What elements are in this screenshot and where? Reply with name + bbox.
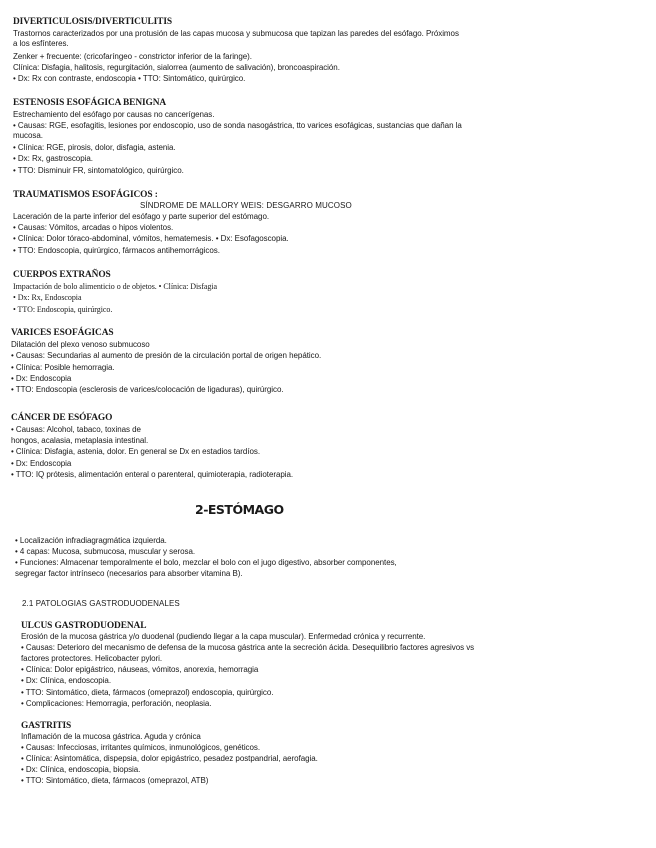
heading-cancer-esofago: CÁNCER DE ESÓFAGO [11,413,113,423]
text-line: • Localización infradiagragmática izquierda. [15,536,167,545]
heading-diverticulosis: DIVERTICULOSIS/DIVERTICULITIS [13,17,172,27]
text-line: • Clínica: RGE, pirosis, dolor, disfagia, astenia. [13,143,176,152]
text-line: • Dx: Clínica, endoscopia, biopsia. [21,765,141,774]
text-line: • TTO: Sintomático, dieta, fármacos (omeprazol, ATB) [21,776,209,785]
heading-traumatismos: TRAUMATISMOS ESOFÁGICOS : [13,190,158,200]
text-line: segregar factor intrínseco (necesarios para absorber vitamina B). [15,569,243,578]
text-line: • Causas: Alcohol, tabaco, toxinas de [11,425,141,434]
text-line: • Dx: Endoscopia [11,374,72,383]
text-line: Inflamación de la mucosa gástrica. Aguda y crónica [21,732,201,741]
text-line: • Clínica: Dolor epigástrico, náuseas, vómitos, anorexia, hemorragia [21,665,259,674]
text-line: • Clínica: Posible hemorragia. [11,363,115,372]
text-line: • Funciones: Almacenar temporalmente el bolo, mezclar el bolo con el jugo digestivo, absorber componentes, [15,558,397,567]
text-line: hongos, acalasia, metaplasia intestinal. [11,436,149,445]
text-line: • Clínica: Disfagia, astenia, dolor. En general se Dx en estadios tardíos. [11,447,261,456]
text-line: Impactación de bolo alimenticio o de objetos. • Clínica: Disfagia [13,282,217,291]
text-line: • TTO: Endoscopia (esclerosis de varices/colocación de ligaduras), quirúrgico. [11,385,284,394]
text-line: a los esfínteres. [13,39,69,48]
text-line: • Causas: Deterioro del mecanismo de defensa de la mucosa gástrica ante la secreción ácida. Desequilibrio factores agresivos vs [21,643,475,652]
heading-estenosis: ESTENOSIS ESOFÁGICA BENIGNA [13,98,167,108]
text-line: • TTO: Sintomático, dieta, fármacos (omeprazol) endoscopia, quirúrgico. [21,688,274,697]
text-line: • 4 capas: Mucosa, submucosa, muscular y serosa. [15,547,196,556]
text-line: Zenker + frecuente: (cricofaríngeo - constrictor inferior de la faringe). [13,52,252,61]
text-line: • Clínica: Asintomática, dispepsia, dolor epigástrico, pesadez postpandrial, aerofagia. [21,754,318,763]
text-line: Trastornos caracterizados por una protusión de las capas mucosa y submucosa que tapizan las paredes del esófago. Próximos [13,29,459,38]
text-line: • Causas: Secundarias al aumento de presión de la circulación portal de origen hepático. [11,351,322,360]
text-line: Erosión de la mucosa gástrica y/o duodenal (pudiendo llegar a la capa muscular). Enfermedad crónica y recurrente. [21,632,426,641]
text-line: • Dx: Rx, gastroscopia. [13,154,93,163]
text-line: • Dx: Rx, Endoscopia [13,293,82,302]
text-line: • Complicaciones: Hemorragia, perforación, neoplasia. [21,699,212,708]
text-line: Estrechamiento del esófago por causas no cancerígenas. [13,110,215,119]
text-line: • TTO: Endoscopia, quirúrgico, fármacos antihemorrágicos. [13,246,220,255]
text-line: • Dx: Clínica, endoscopia. [21,676,111,685]
text-line: Dilatación del plexo venoso submucoso [11,340,150,349]
heading-gastritis: GASTRITIS [21,721,72,731]
subtitle-mallory-weis: SÍNDROME DE MALLORY WEIS: DESGARRO MUCOSO [140,201,352,210]
chapter-title-estomago: 2-ESTÓMAGO [195,502,284,517]
text-line: • Dx: Rx con contraste, endoscopia • TTO: Sintomático, quirúrgico. [13,74,246,83]
text-line: • TTO: IQ prótesis, alimentación enteral o parenteral, quimioterapia, radioterapia. [11,470,294,479]
heading-varices: VARICES ESOFÁGICAS [11,328,114,338]
text-line: • Causas: Vómitos, arcadas o hipos violentos. [13,223,174,232]
subsection-patologias: 2.1 PATOLOGIAS GASTRODUODENALES [22,599,180,608]
text-line: • Causas: RGE, esofagitis, lesiones por endoscopio, uso de sonda nasogástrica, tto varices esofágicas, sustancias que dañan la [13,121,462,130]
text-line: • Causas: Infecciosas, irritantes químicos, inmunológicos, genéticos. [21,743,261,752]
text-line: • TTO: Disminuir FR, sintomatológico, quirúrgico. [13,166,184,175]
heading-ulcus: ULCUS GASTRODUODENAL [21,621,147,631]
text-line: • Clínica: Dolor tóraco-abdominal, vómitos, hematemesis. • Dx: Esofagoscopia. [13,234,289,243]
text-line: mucosa. [13,131,43,140]
text-line: factores protectores. Helicobacter pylori. [21,654,163,663]
text-line: • TTO: Endoscopia, quirúrgico. [13,305,113,314]
heading-cuerpos-extranos: CUERPOS EXTRAÑOS [13,270,111,280]
text-line: • Dx: Endoscopia [11,459,72,468]
text-line: Laceración de la parte inferior del esófago y parte superior del estómago. [13,212,270,221]
text-line: Clínica: Disfagia, halitosis, regurgitación, sialorrea (aumento de salivación), broncoaspiración. [13,63,340,72]
